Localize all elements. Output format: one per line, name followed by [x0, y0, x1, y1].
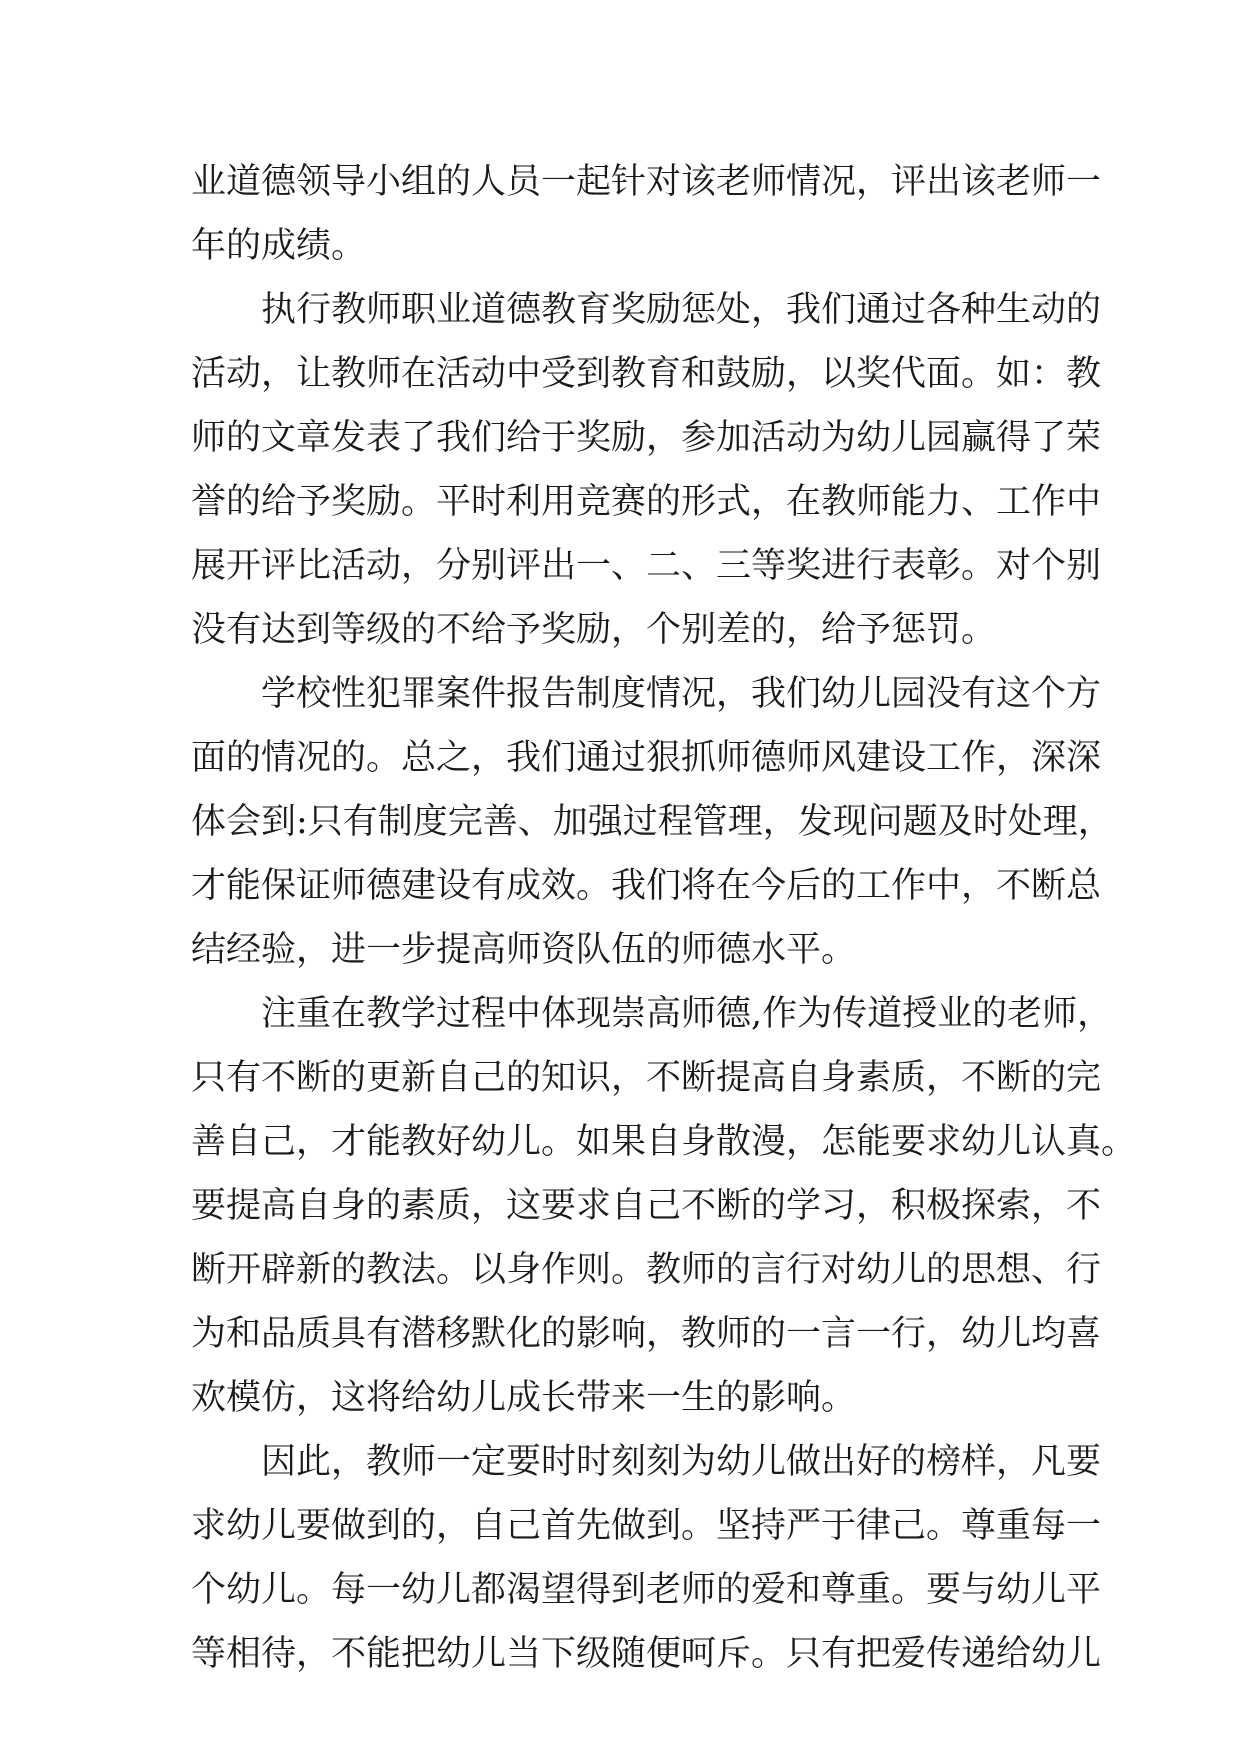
text-line: 年的成绩。: [191, 226, 367, 266]
paragraph: [191, 982, 1137, 1430]
text-line: 断开辟新的教法。以身作则。教师的言行对幼儿的思想、行: [191, 1250, 1102, 1290]
text-line: 活动，让教师在活动中受到教育和鼓励，以奖代面。如：教: [191, 354, 1102, 394]
text-line: 体会到:只有制度完善、加强过程管理，发现问题及时处理，: [191, 802, 1113, 842]
text-line: 执行教师职业道德教育奖励惩处，我们通过各种生动的: [261, 290, 1102, 330]
text-line: 师的文章发表了我们给于奖励，参加活动为幼儿园赢得了荣: [191, 418, 1102, 458]
text-line: 注重在教学过程中体现崇高师德,作为传道授业的老师，: [261, 994, 1113, 1034]
paragraph: [191, 1430, 1102, 1686]
text-line: 个幼儿。每一幼儿都渴望得到老师的爱和尊重。要与幼儿平: [191, 1570, 1102, 1610]
text-line: 等相待，不能把幼儿当下级随便呵斥。只有把爱传递给幼儿: [191, 1634, 1102, 1674]
text-line: 业道德领导小组的人员一起针对该老师情况，评出该老师一: [191, 162, 1102, 202]
text-line: 才能保证师德建设有成效。我们将在今后的工作中，不断总: [191, 866, 1102, 906]
text-line: 因此，教师一定要时时刻刻为幼儿做出好的榜样，凡要: [261, 1442, 1102, 1482]
text-line: 善自己，才能教好幼儿。如果自身散漫，怎能要求幼儿认真。: [191, 1122, 1137, 1162]
text-line: 要提高自身的素质，这要求自己不断的学习，积极探索，不: [191, 1186, 1102, 1226]
paragraph: [191, 662, 1113, 982]
text-line: 只有不断的更新自己的知识，不断提高自身素质，不断的完: [191, 1058, 1102, 1098]
document-body: [191, 150, 1137, 1686]
paragraph: [191, 278, 1102, 662]
text-line: 学校性犯罪案件报告制度情况，我们幼儿园没有这个方: [261, 674, 1102, 714]
text-line: 结经验，进一步提高师资队伍的师德水平。: [191, 930, 857, 970]
text-line: 誉的给予奖励。平时利用竞赛的形式，在教师能力、工作中: [191, 482, 1102, 522]
paragraph: [191, 150, 1102, 278]
text-line: 展开评比活动，分别评出一、二、三等奖进行表彰。对个别: [191, 546, 1102, 586]
text-line: 求幼儿要做到的，自己首先做到。坚持严于律己。尊重每一: [191, 1506, 1102, 1546]
text-line: 面的情况的。总之，我们通过狠抓师德师风建设工作，深深: [191, 738, 1102, 778]
text-line: 没有达到等级的不给予奖励，个别差的，给予惩罚。: [191, 610, 997, 650]
text-line: 为和品质具有潜移默化的影响，教师的一言一行，幼儿均喜: [191, 1314, 1102, 1354]
text-line: 欢模仿，这将给幼儿成长带来一生的影响。: [191, 1378, 857, 1418]
